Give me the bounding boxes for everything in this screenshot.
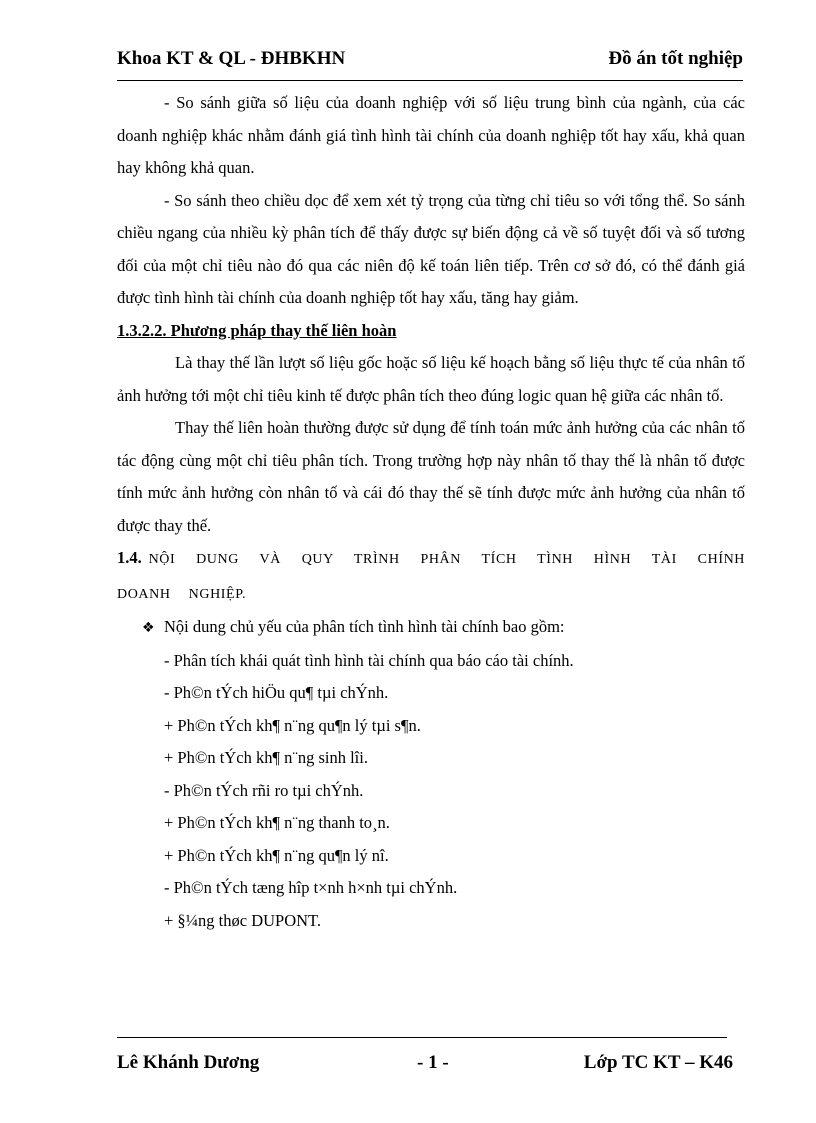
list-item: + Ph©n tÝch kh¶ n¨ng thanh to¸n. bbox=[164, 813, 390, 832]
bullet-text: Nội dung chủ yếu của phân tích tình hình tài chính bao gồm: bbox=[164, 617, 565, 636]
list-item: - Phân tích khái quát tình hình tài chính qua báo cáo tài chính. bbox=[164, 650, 574, 670]
section-number: 1.4. bbox=[117, 548, 142, 567]
page-header bbox=[117, 48, 743, 76]
footer-class: Lớp TC KT – K46 bbox=[583, 1052, 733, 1073]
header-divider bbox=[117, 80, 743, 81]
list-item: + Ph©n tÝch kh¶ n¨ng qu¶n lý nî. bbox=[164, 845, 389, 865]
bullet-item bbox=[117, 611, 745, 645]
list-item: + §¼ng thøc DUPONT. bbox=[164, 910, 322, 930]
page-body bbox=[117, 87, 745, 937]
list-item: - Ph©n tÝch tæng hîp t×nh h×nh tµi chÝnh. bbox=[164, 878, 458, 897]
paragraph-industry-comparison: - So sánh giữa số liệu của doanh nghiệp với số liệu trung bình của ngành, của các doanh nghiệp khác nhằm đánh giá tình hình tài chính của doanh nghiệp tốt hay xấu, khả quan hay không khả quan. bbox=[117, 93, 745, 177]
list-item: + Ph©n tÝch kh¶ n¨ng qu¶n lý tµi s¶n. bbox=[164, 715, 421, 735]
footer-divider bbox=[117, 1037, 727, 1038]
header-doc-type: Đồ án tốt nghiệp bbox=[608, 48, 743, 69]
paragraph-substitution-usage: Thay thế liên hoàn thường được sử dụng để tính toán mức ảnh hưởng của các nhân tố tác động cùng một chỉ tiêu phân tích. Trong trường hợp này nhân tố thay thế là nhân tố được tính mức ảnh hưởng còn nhân tố và cái đó thay thế sẽ tính được mức ảnh hưởng của nhân tố được thay thế. bbox=[117, 418, 745, 535]
paragraph-substitution-def: Là thay thế lần lượt số liệu gốc hoặc số liệu kế hoạch bằng số liệu thực tế của nhân tố ảnh hưởng tới một chỉ tiêu kinh tế được phân tích theo đúng logic quan hệ giữa các nhân tố. bbox=[117, 353, 745, 405]
header-faculty: Khoa KT & QL - ĐHBKHN bbox=[117, 48, 346, 69]
list-item: - Ph©n tÝch hiÖu qu¶ tµi chÝnh. bbox=[164, 683, 389, 702]
page-footer bbox=[117, 1052, 733, 1080]
paragraph-vertical-horizontal: - So sánh theo chiều dọc để xem xét tỷ trọng của từng chỉ tiêu so với tổng thể. So sánh chiều ngang của nhiều kỳ phân tích để thấy được sự biến động cả về số tuyệt đối và số tương đối của một chỉ tiêu nào đó qua các niên độ kế toán liên tiếp. Trên cơ sở đó, có thể đánh giá được tình hình tài chính của doanh nghiệp tốt hay xấu, tăng hay giảm. bbox=[117, 190, 745, 307]
page-number: - 1 - bbox=[417, 1052, 449, 1073]
list-item: - Ph©n tÝch rñi ro tµi chÝnh. bbox=[164, 780, 364, 800]
footer-author: Lê Khánh Dương bbox=[117, 1052, 260, 1073]
diamond-bullet-icon: ❖ bbox=[142, 620, 155, 636]
section-heading-substitution: 1.3.2.2. Phương pháp thay thế liên hoàn bbox=[117, 320, 397, 340]
section-heading-content bbox=[117, 542, 745, 611]
section-title: NỘI DUNG VÀ QUY TRÌNH PHÂN TÍCH TÌNH HÌNH TÀI CHÍNH DOANH NGHIỆP. bbox=[117, 552, 746, 602]
list-item: + Ph©n tÝch kh¶ n¨ng sinh lîi. bbox=[164, 748, 368, 767]
